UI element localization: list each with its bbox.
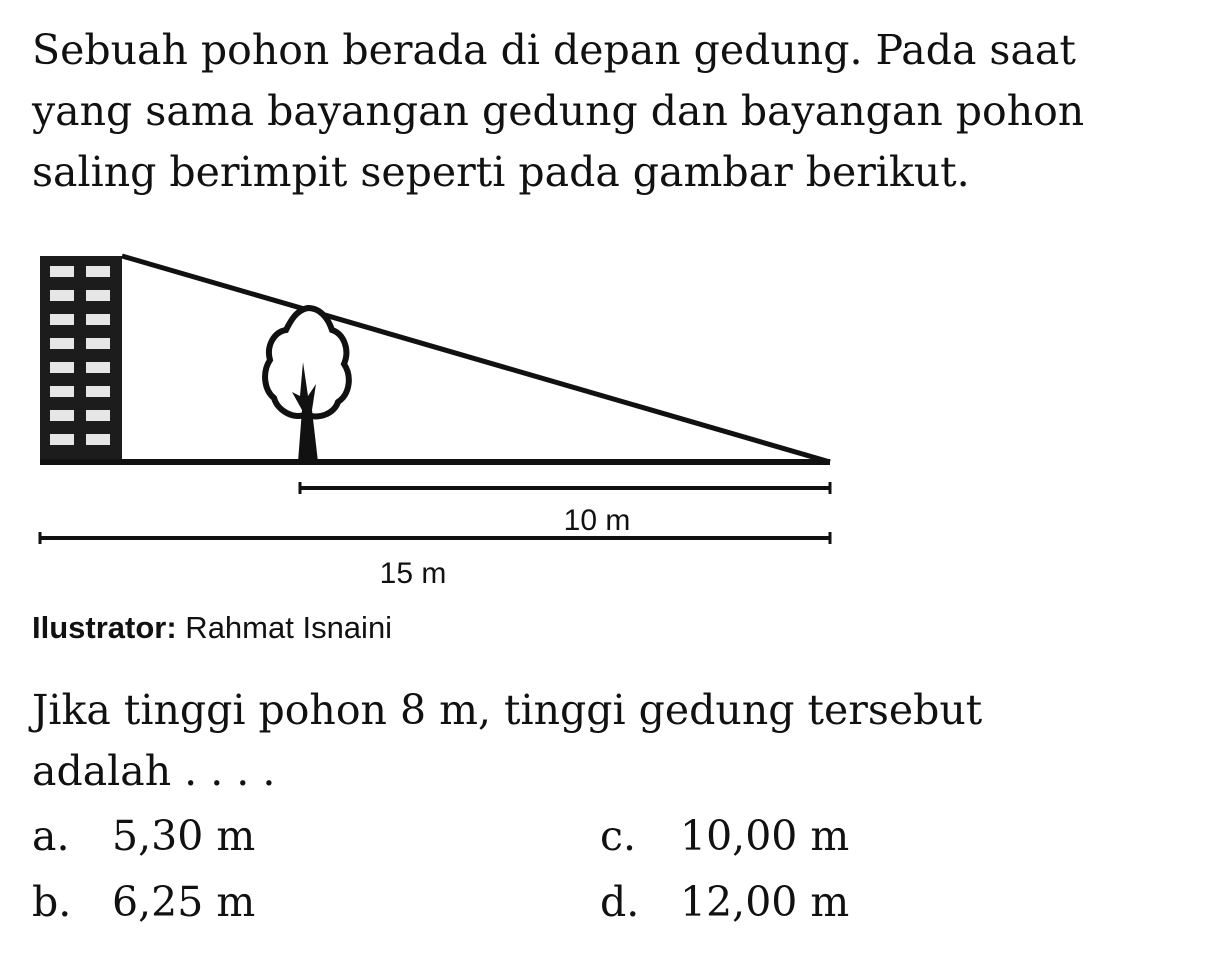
option-b[interactable] [32,878,255,926]
question-line-1: Jika tinggi pohon 8 m, tinggi gedung tersebut [32,686,983,734]
dimension-building-shadow [40,532,830,590]
problem-line-3: saling berimpit seperti pada gambar berikut. [32,148,970,196]
illustrator-credit [32,610,392,646]
option-c[interactable] [600,812,849,860]
option-value: 10,00 m [680,812,850,860]
option-value: 12,00 m [680,878,850,926]
building [40,256,122,462]
option-d[interactable] [600,878,849,926]
sun-ray-line [122,256,830,462]
option-a[interactable] [32,812,255,860]
credit-name: Rahmat Isnaini [176,610,393,645]
problem-line-1: Sebuah pohon berada di depan gedung. Pada saat [32,26,1076,74]
tree [265,308,349,462]
dimension-label-10m: 10 m [563,504,631,537]
option-letter: c. [600,812,636,860]
dimension-label-15m: 15 m [379,557,447,590]
credit-label: Ilustrator: [32,610,177,645]
dimension-tree-shadow [300,482,830,537]
option-letter: b. [32,878,72,926]
question-line-2: adalah . . . . [32,747,276,795]
option-value: 6,25 m [112,878,256,926]
problem-line-2: yang sama bayangan gedung dan bayangan pohon [32,87,1085,135]
option-letter: a. [32,812,70,860]
option-letter: d. [600,878,640,926]
option-value: 5,30 m [112,812,256,860]
question [32,680,1182,802]
